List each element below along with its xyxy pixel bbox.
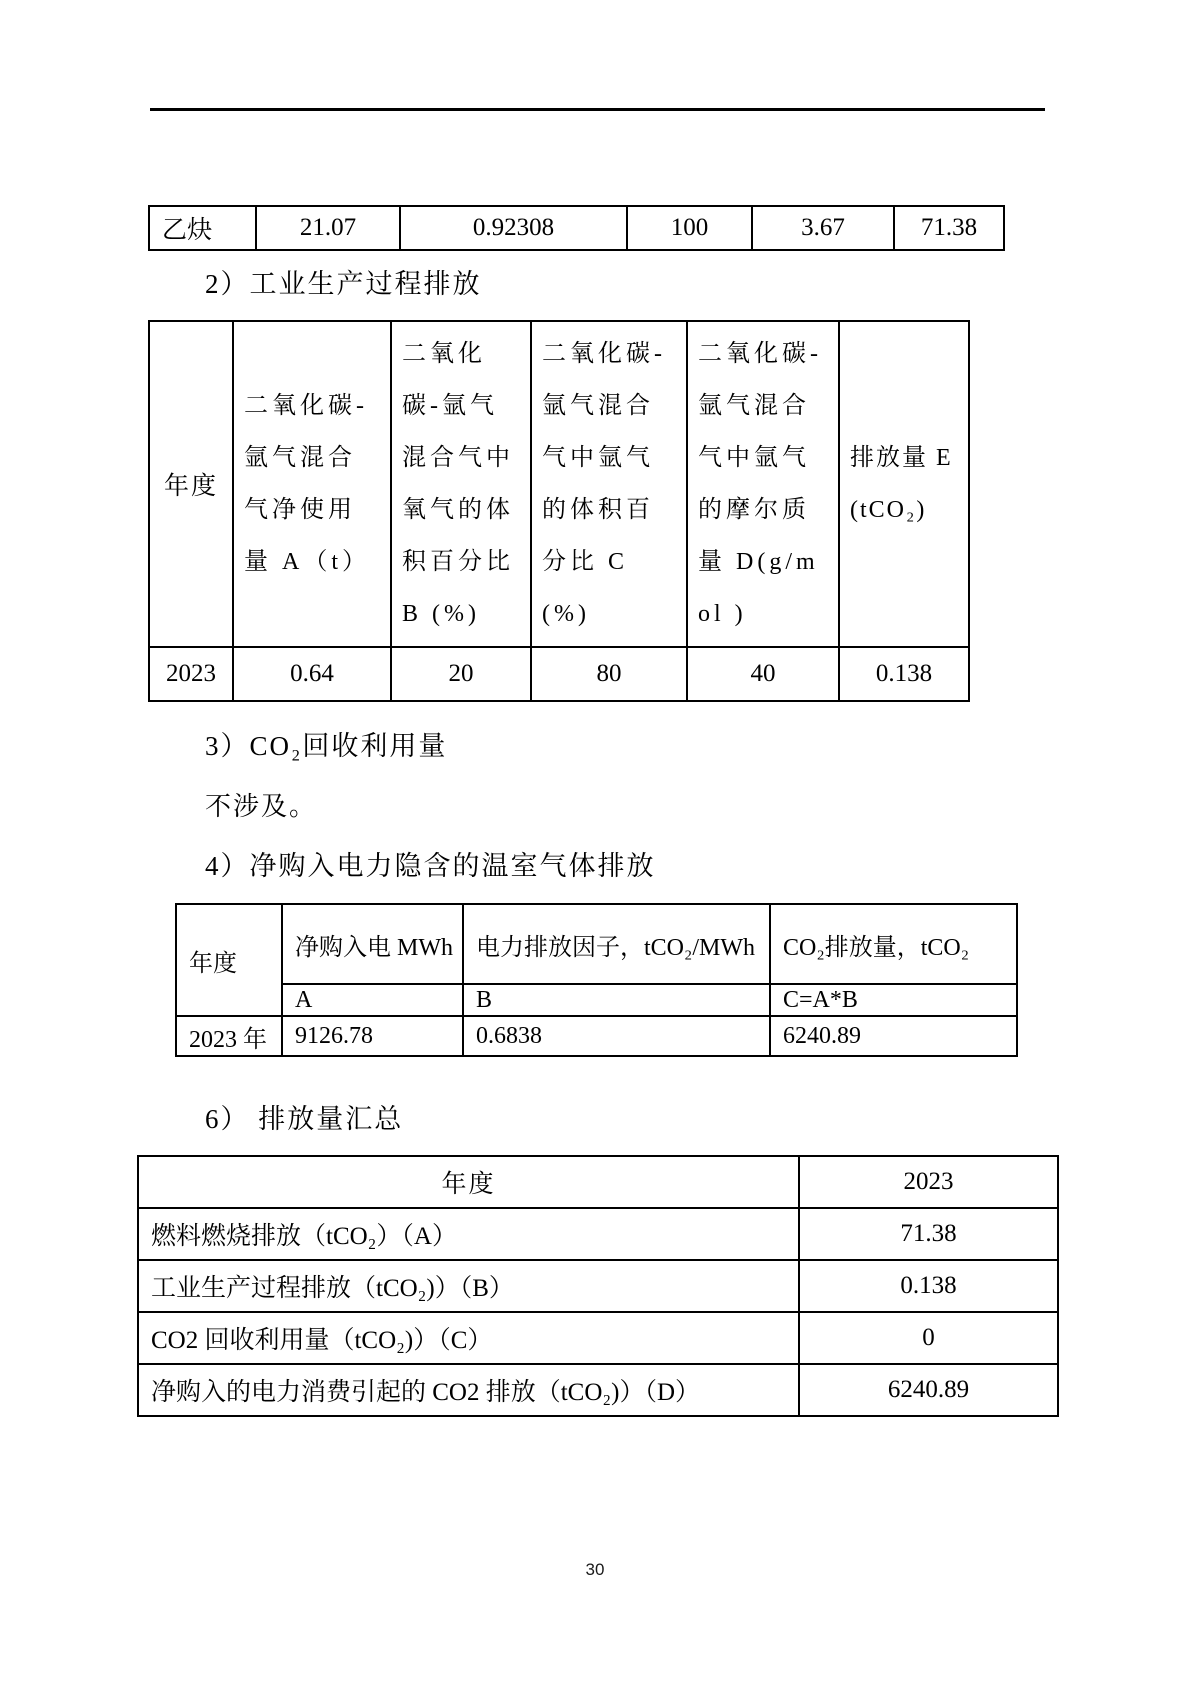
data-cell: 6240.89: [770, 1016, 1017, 1056]
header-cell-d: 二氧化碳-氩气混合气中氩气的摩尔质量 D(g/mol ): [687, 321, 839, 647]
section-4-heading: 4）净购入电力隐含的温室气体排放: [205, 851, 656, 881]
data-cell: 6240.89: [799, 1364, 1058, 1416]
header-cell-e: 排放量 E (tCO₂): [839, 321, 969, 647]
header-cell-c: 二氧化碳-氩气混合气中氩气的体积百分比 C (%): [531, 321, 687, 647]
data-cell: 0.138: [839, 647, 969, 701]
data-cell: 100: [627, 206, 752, 250]
table-subheader-row: [176, 984, 1017, 1016]
header-cell-year: 年度: [149, 321, 233, 647]
section-2-heading: 2）工业生产过程排放: [205, 269, 482, 299]
header-cell-b: 二氧化碳-氩气混合气中氧气的体积百分比 B (%): [391, 321, 531, 647]
data-cell: 21.07: [256, 206, 400, 250]
fuel-combustion-table-fragment: [148, 205, 1005, 251]
data-cell: 2023 年: [176, 1016, 282, 1056]
subheader-cell-a: A: [282, 984, 463, 1016]
table-header-row: [138, 1156, 1058, 1208]
row-label-cell: 净购入的电力消费引起的 CO2 排放（tCO₂)）（D）: [138, 1364, 799, 1416]
data-cell: 0.138: [799, 1260, 1058, 1312]
header-cell-a: 二氧化碳-氩气混合气净使用量 A（t）: [233, 321, 391, 647]
row-label-cell: CO2 回收利用量（tCO₂)）（C）: [138, 1312, 799, 1364]
table-row: [138, 1312, 1058, 1364]
data-cell: 20: [391, 647, 531, 701]
data-cell: 71.38: [799, 1208, 1058, 1260]
row-label-cell: 燃料燃烧排放（tCO₂）（A）: [138, 1208, 799, 1260]
header-cell-c: CO₂排放量，tCO₂: [770, 904, 1017, 984]
header-cell-a: 净购入电 MWh: [282, 904, 463, 984]
table-row: [138, 1260, 1058, 1312]
summary-table: [137, 1155, 1059, 1417]
table-header-row: [149, 321, 969, 647]
table-row: [176, 1016, 1017, 1056]
subheader-cell-c: C=A*B: [770, 984, 1017, 1016]
data-cell: 0: [799, 1312, 1058, 1364]
data-cell: 40: [687, 647, 839, 701]
data-cell: 80: [531, 647, 687, 701]
data-cell: 0.64: [233, 647, 391, 701]
data-cell: 0.92308: [400, 206, 627, 250]
table-row: [138, 1364, 1058, 1416]
data-cell: 3.67: [752, 206, 894, 250]
data-cell: 2023: [149, 647, 233, 701]
header-cell-year: 年度: [138, 1156, 799, 1208]
table-row: [149, 206, 1004, 250]
header-cell-b: 电力排放因子，tCO₂/MWh: [463, 904, 770, 984]
section-3-heading: 3）CO₂回收利用量: [205, 731, 448, 761]
section-3-body: 不涉及。: [205, 792, 318, 821]
data-cell: 71.38: [894, 206, 1004, 250]
section-6-heading: 6） 排放量汇总: [205, 1104, 404, 1134]
subheader-cell-b: B: [463, 984, 770, 1016]
electricity-emission-table: [175, 903, 1018, 1057]
table-row: [149, 647, 969, 701]
row-label-cell: 工业生产过程排放（tCO₂)）（B）: [138, 1260, 799, 1312]
header-rule: [150, 108, 1045, 111]
fuel-name-cell: 乙炔: [149, 206, 256, 250]
data-cell: 9126.78: [282, 1016, 463, 1056]
header-cell-value: 2023: [799, 1156, 1058, 1208]
table-row: [138, 1208, 1058, 1260]
page-number: 30: [585, 1560, 605, 1579]
header-cell-year: 年度: [176, 904, 282, 1016]
data-cell: 0.6838: [463, 1016, 770, 1056]
table-header-row: [176, 904, 1017, 984]
process-emission-table: [148, 320, 970, 702]
